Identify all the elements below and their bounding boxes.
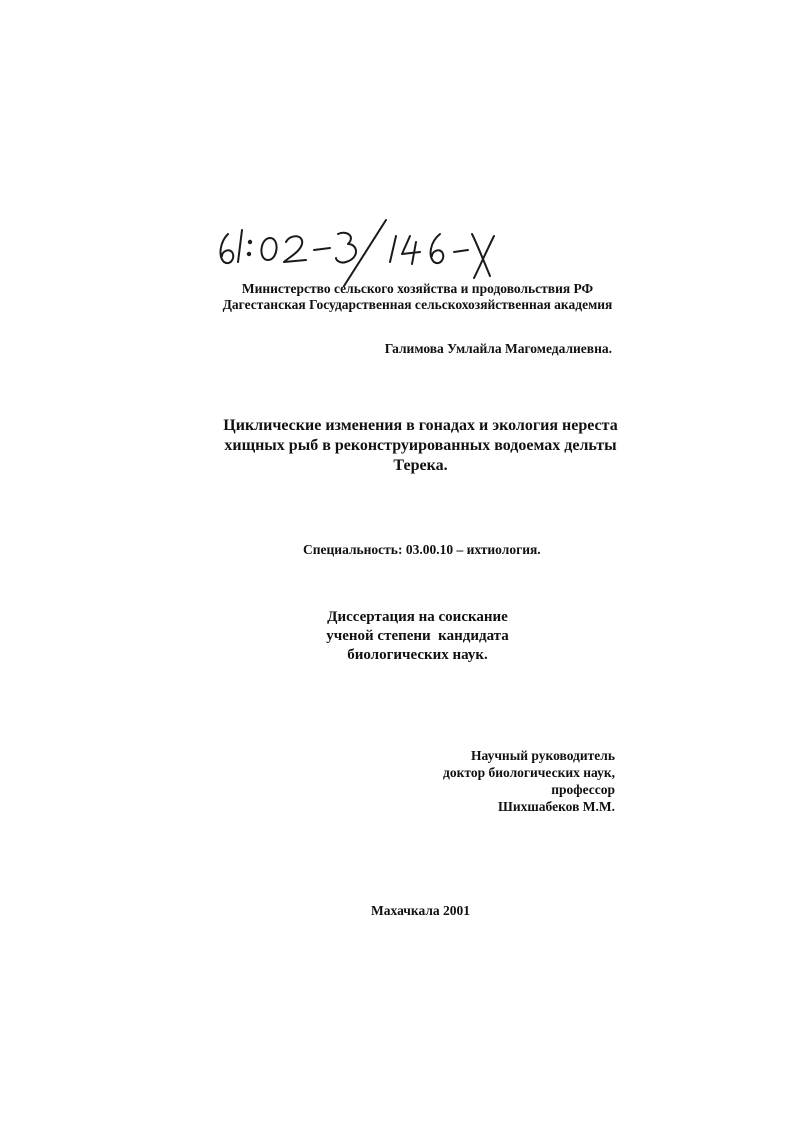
supervisor-role: Научный руководитель [471,748,615,763]
supervisor-block [443,748,615,816]
handwritten-archive-code [214,212,504,292]
author-name: Галимова Умлайла Магомедалиевна. [384,341,612,356]
specialty: Специальность: 03.00.10 – ихтиология. [303,542,541,557]
academy-line: Дагестанская Государственная сельскохозяйственная академия [222,297,613,313]
supervisor-name: Шихшабеков М.М. [498,798,615,814]
ministry-header [0,281,795,313]
supervisor-degree: доктор биологических наук, [443,764,615,780]
title-line: хищных рыб в реконструированных водоемах дельты [224,437,617,454]
title-line: Циклические изменения в гонадах и экология нереста [223,417,618,434]
degree-line: биологических наук. [347,646,488,663]
dissertation-title [0,416,795,476]
degree-statement [0,608,795,664]
supervisor-title: профессор [551,781,615,797]
ministry-line: Министерство сельского хозяйства и продовольствия РФ [241,281,594,296]
degree-line: Диссертация на соискание [327,609,508,625]
degree-line: ученой степени кандидата [326,627,509,644]
city-year: Махачкала 2001 [371,903,471,918]
title-line: Терека. [393,457,448,474]
